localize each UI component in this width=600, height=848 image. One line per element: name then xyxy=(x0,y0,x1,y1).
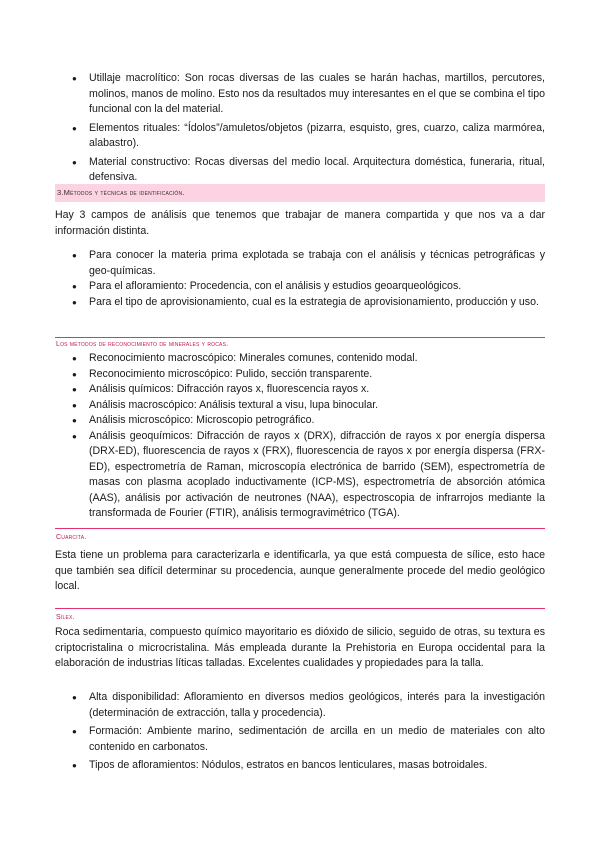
list-item: ● Tipos de afloramientos: Nódulos, estratos en bancos lenticulares, masas botroidales. xyxy=(89,758,545,774)
analysis-fields-list xyxy=(89,248,545,310)
list-item: ● Material constructivo: Rocas diversas del medio local. Arquitectura doméstica, funeraria, ritual, defensiva. xyxy=(89,155,545,186)
list-item: ● Para el afloramiento: Procedencia, con el análisis y estudios geoarqueológicos. xyxy=(89,279,545,295)
list-item: ● Utillaje macrolítico: Son rocas diversas de las cuales se harán hachas, martillos, percutores, molinos, manos de molino. Esto nos da resultados muy interesantes en el que se combina el tipo funcional con la del material. xyxy=(89,71,545,118)
material-uses-list xyxy=(89,71,545,189)
list-item: ● Reconocimiento microscópico: Pulido, sección transparente. xyxy=(89,367,545,383)
silex-heading: Sílex. xyxy=(56,614,75,621)
divider xyxy=(55,337,545,338)
methods-list xyxy=(89,351,545,522)
list-item: ● Análisis microscópico: Microscopio petrográfico. xyxy=(89,413,545,429)
section-3-intro: Hay 3 campos de análisis que tenemos que trabajar de manera compartida y que nos va a dar información distinta. xyxy=(55,209,545,237)
list-item: ● Análisis macroscópico: Análisis textural a visu, lupa binocular. xyxy=(89,398,545,414)
list-item: ● Formación: Ambiente marino, sedimentación de arcilla en un medio de materiales con alto contenido en carbonatos. xyxy=(89,724,545,755)
section-3-heading xyxy=(55,184,545,202)
cuarcita-heading: Cuarcita. xyxy=(56,534,87,541)
silex-list xyxy=(89,690,545,777)
divider xyxy=(55,528,545,529)
list-item: ● Para el tipo de aprovisionamiento, cual es la estrategia de aprovisionamiento, producción y uso. xyxy=(89,295,545,311)
methods-heading: Los métodos de reconocimiento de minerales y rocas. xyxy=(56,341,229,348)
list-item: ● Análisis químicos: Difracción rayos x, fluorescencia rayos x. xyxy=(89,382,545,398)
cuarcita-text: Esta tiene un problema para caracterizarla e identificarla, ya que está compuesta de sílice, esto hace que también sea difícil determinar su procedencia, aunque generalmente procede del medio geológico local. xyxy=(55,549,545,592)
section-3-heading-text: 3.Métodos y técnicas de identificación. xyxy=(57,188,185,197)
divider xyxy=(55,608,545,609)
list-item: ● Reconocimiento macroscópico: Minerales comunes, contenido modal. xyxy=(89,351,545,367)
silex-text: Roca sedimentaria, compuesto químico mayoritario es dióxido de silicio, seguido de otras, su textura es criptocristalina o microcristalina. Más empleada durante la Prehistoria en Europa occidental para la elaboración de industrias líticas talladas. Excelentes cualidades y propiedades para la talla. xyxy=(55,626,545,669)
list-item: ● Análisis geoquímicos: Difracción de rayos x (DRX), difracción de rayos x por energía dispersa (DRX-ED), fluorescencia de rayos x (FRX), fluorescencia de rayos x por energía dispersa (FRX-ED), espectrometría de Raman, microscopía electrónica de barrido (SEM), espectrometría de masas con plasma acoplado inductivamente (ICP-MS), espectrometría de absorción atómica (AAS), análisis por activación de neutrones (NAA), espectroscopia de infrarrojos mediante la transformada de Fourier (FTIR), análisis termogravimétrico (TGA). xyxy=(89,429,545,522)
list-item: ● Para conocer la materia prima explotada se trabaja con el análisis y técnicas petrográficas y geo-químicas. xyxy=(89,248,545,279)
list-item: ● Alta disponibilidad: Afloramiento en diversos medios geológicos, interés para la investigación (determinación de extracción, talla y procedencia). xyxy=(89,690,545,721)
list-item: ● Elementos rituales: “Ídolos”/amuletos/objetos (pizarra, esquisto, gres, cuarzo, caliza marmórea, alabastro). xyxy=(89,121,545,152)
